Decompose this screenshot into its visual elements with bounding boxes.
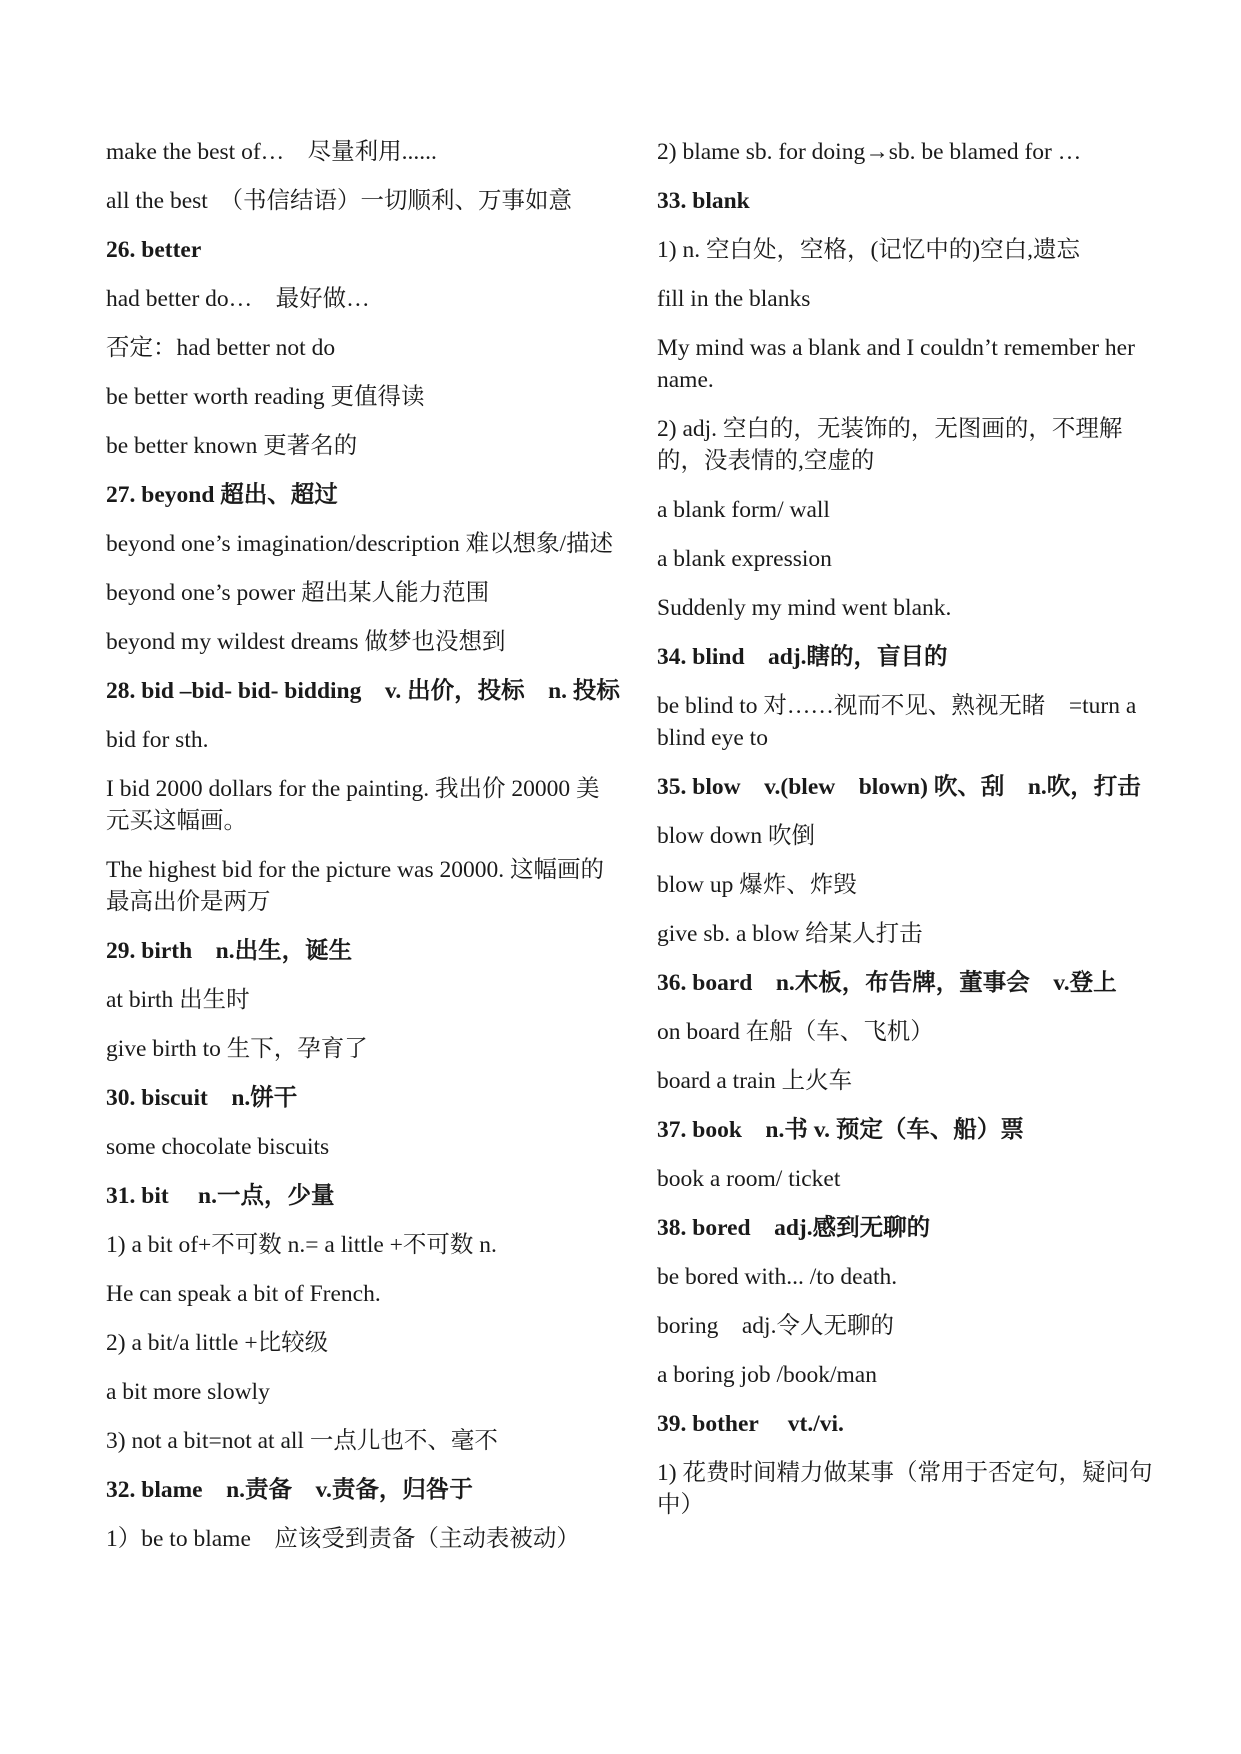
entry-line: 1) 花费时间精力做某事（常用于否定句，疑问句中）	[657, 1460, 1153, 1518]
entry-line: 否定：had better not do	[106, 335, 336, 361]
entry-heading: 34. blind adj.瞎的，盲目的	[657, 644, 948, 670]
entry-line: 2) adj. 空白的，无装饰的，无图画的，不理解的，没表情的,空虚的	[657, 416, 1123, 474]
entry-line: beyond my wildest dreams 做梦也没想到	[106, 629, 506, 655]
entry-line: 2) a bit/a little +比较级	[106, 1330, 329, 1356]
entry-line: blow down 吹倒	[657, 823, 815, 849]
entry-line: all the best （书信结语）一切顺利、万事如意	[106, 188, 573, 214]
entry-heading: 36. board n.木板，布告牌，董事会 v.登上	[657, 970, 1117, 996]
entry-heading: 38. bored adj.感到无聊的	[657, 1215, 931, 1241]
entry-line: give sb. a blow 给某人打击	[657, 921, 923, 947]
entry-line: be better worth reading 更值得读	[106, 384, 425, 410]
entry-line: fill in the blanks	[657, 286, 811, 312]
entry-line: a boring job /book/man	[657, 1362, 877, 1388]
entry-heading: 32. blame n.责备 v.责备，归咎于	[106, 1477, 473, 1503]
entry-line: a bit more slowly	[106, 1379, 270, 1405]
entry-line: 1）be to blame 应该受到责备（主动表被动）	[106, 1526, 580, 1552]
entry-line: some chocolate biscuits	[106, 1134, 330, 1160]
entry-line: blow up 爆炸、炸毁	[657, 872, 857, 898]
entry-heading: 37. book n.书 v. 预定（车、船）票	[657, 1117, 1024, 1143]
entry-line: book a room/ ticket	[657, 1166, 841, 1192]
entry-line: He can speak a bit of French.	[106, 1281, 381, 1307]
entry-line: 1) n. 空白处，空格，(记忆中的)空白,遗忘	[657, 237, 1080, 263]
entry-line: Suddenly my mind went blank.	[657, 595, 952, 621]
entry-line: on board 在船（车、飞机）	[657, 1019, 934, 1045]
entry-line: give birth to 生下，孕育了	[106, 1036, 368, 1062]
entry-heading: 27. beyond 超出、超过	[106, 482, 338, 508]
entry-heading: 31. bit n.一点，少量	[106, 1183, 335, 1209]
entry-heading: 30. biscuit n.饼干	[106, 1085, 298, 1111]
right-column	[657, 136, 1155, 1538]
entry-line: boring adj.令人无聊的	[657, 1313, 894, 1339]
entry-line: a blank expression	[657, 546, 832, 572]
entry-line: had better do… 最好做…	[106, 286, 370, 312]
entry-line: beyond one’s power 超出某人能力范围	[106, 580, 490, 606]
entry-line: 3) not a bit=not at all 一点儿也不、毫不	[106, 1428, 498, 1454]
entry-heading: 35. blow v.(blew blown) 吹、刮 n.吹，打击	[657, 774, 1141, 800]
entry-line: make the best of… 尽量利用......	[106, 139, 437, 165]
entry-line: board a train 上火车	[657, 1068, 853, 1094]
entry-line: The highest bid for the picture was 20000. 这幅画的最高出价是两万	[106, 857, 604, 915]
entry-line: at birth 出生时	[106, 987, 250, 1013]
entry-line: be blind to 对……视而不见、熟视无睹 =turn a blind eye to	[657, 693, 1137, 751]
entry-line: My mind was a blank and I couldn’t remember her name.	[657, 335, 1135, 393]
entry-line: 1) a bit of+不可数 n.= a little +不可数 n.	[106, 1232, 497, 1258]
entry-heading: 33. blank	[657, 188, 750, 214]
entry-line: I bid 2000 dollars for the painting. 我出价 20000 美元买这幅画。	[106, 776, 600, 834]
entry-heading: 26. better	[106, 237, 202, 263]
left-column	[106, 136, 620, 1572]
entry-line: a blank form/ wall	[657, 497, 830, 523]
entry-line: 2) blame sb. for doing→sb. be blamed for …	[657, 139, 1082, 165]
entry-line: beyond one’s imagination/description 难以想象/描述	[106, 531, 614, 557]
entry-heading: 39. bother vt./vi.	[657, 1411, 844, 1437]
entry-heading: 28. bid –bid- bid- bidding v. 出价，投标 n. 投标	[106, 678, 620, 704]
entry-line: be bored with... /to death.	[657, 1264, 898, 1290]
entry-heading: 29. birth n.出生，诞生	[106, 938, 353, 964]
entry-line: be better known 更著名的	[106, 433, 358, 459]
entry-line: bid for sth.	[106, 727, 209, 753]
